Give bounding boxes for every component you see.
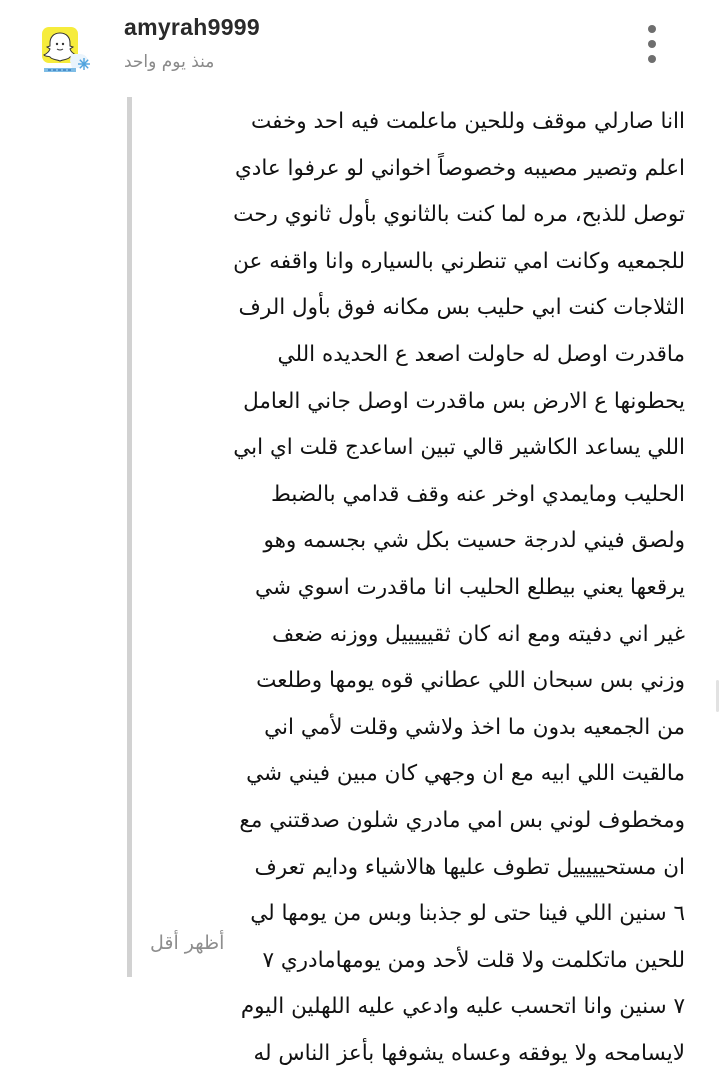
comment-text-line: اعلم وتصير مصيبه وخصوصاً اخواني لو عرفوا عادي xyxy=(234,155,685,181)
comment-text-line: ماقدرت اوصل له حاولت اصعد ع الحديده اللي xyxy=(277,341,685,367)
author-username[interactable]: amyrah9999 xyxy=(124,14,260,40)
more-vertical-icon-dot xyxy=(648,55,656,63)
comment-text-line: للجمعيه وكانت امي تنطرني بالسياره وانا واقفه عن xyxy=(233,248,685,274)
scroll-edge-indicator xyxy=(716,680,719,712)
comment-text-line: اللي يساعد الكاشير قالي تبين اساعدج قلت اي ابي xyxy=(233,435,685,461)
comment-text-line: ٧ سنين وانا اتحسب عليه وادعي عليه اللهلين اليوم xyxy=(240,994,685,1020)
comment-text-line: يرقعها يعني بيطلع الحليب انا ماقدرت اسوي شي xyxy=(255,574,685,600)
comment-text-line: للحين ماتكلمت ولا قلت لأحد ومن يومهامادري ٧ xyxy=(262,947,685,973)
comment-text-line: وزني بس سبحان اللي عطاني قوه يومها وطلعت xyxy=(256,668,685,694)
show-less-link[interactable]: أظهر أقل xyxy=(150,932,225,954)
comment-text-line: الثلاجات كنت ابي حليب بس مكانه فوق بأول الرف xyxy=(238,295,685,321)
comment-text-line: ان مستحيييييل تطوف عليها هالاشياء ودايم تعرف xyxy=(254,854,685,880)
comment-timestamp: منذ يوم واحد xyxy=(124,52,215,72)
comment-text-line: ولصق فيني لدرجة حسيت بكل شي بجسمه وهو xyxy=(263,528,685,554)
comment-text-line: ومخطوف لوني بس امي مادري شلون صدقتني مع xyxy=(239,807,685,833)
comment-text xyxy=(147,99,685,1077)
comment-text-line: غير اني دفيته ومع انه كان ثقيييييل ووزنه ضعف xyxy=(271,621,685,647)
comment-text-line: الحليب ومايمدي اوخر عنه وقف قدامي بالضبط xyxy=(271,481,685,507)
comment-text-line: مالقيت اللي ابيه مع ان وجهي كان مبين فيني شي xyxy=(246,761,685,787)
comment-text-line: من الجمعيه بدون ما اخذ ولاشي وقلت لأمي اني xyxy=(264,714,685,740)
comment-text-line: توصل للذبح، مره لما كنت بالثانوي بأول ثانوي رحت xyxy=(233,202,685,228)
more-vertical-icon xyxy=(648,25,656,33)
comment-text-line: اانا صارلي موقف وللحين ماعلمت فيه احد وخفت xyxy=(251,109,685,134)
comment-text-line: يحطونها ع الارض بس ماقدرت اوصل جاني العامل xyxy=(243,388,685,414)
comment-text-line: لايسامحه ولا يوفقه وعساه يشوفها بأعز الناس له xyxy=(253,1040,685,1066)
more-options-button[interactable] xyxy=(636,22,668,66)
author-avatar[interactable] xyxy=(36,22,98,84)
thread-indent-line xyxy=(127,97,132,977)
comment-text-line: ٦ سنين اللي فينا حتى لو جذبنا وبس من يومها لي xyxy=(250,901,685,927)
more-vertical-icon-dot xyxy=(648,40,656,48)
snapchat-ghost-avatar-icon xyxy=(36,22,98,84)
